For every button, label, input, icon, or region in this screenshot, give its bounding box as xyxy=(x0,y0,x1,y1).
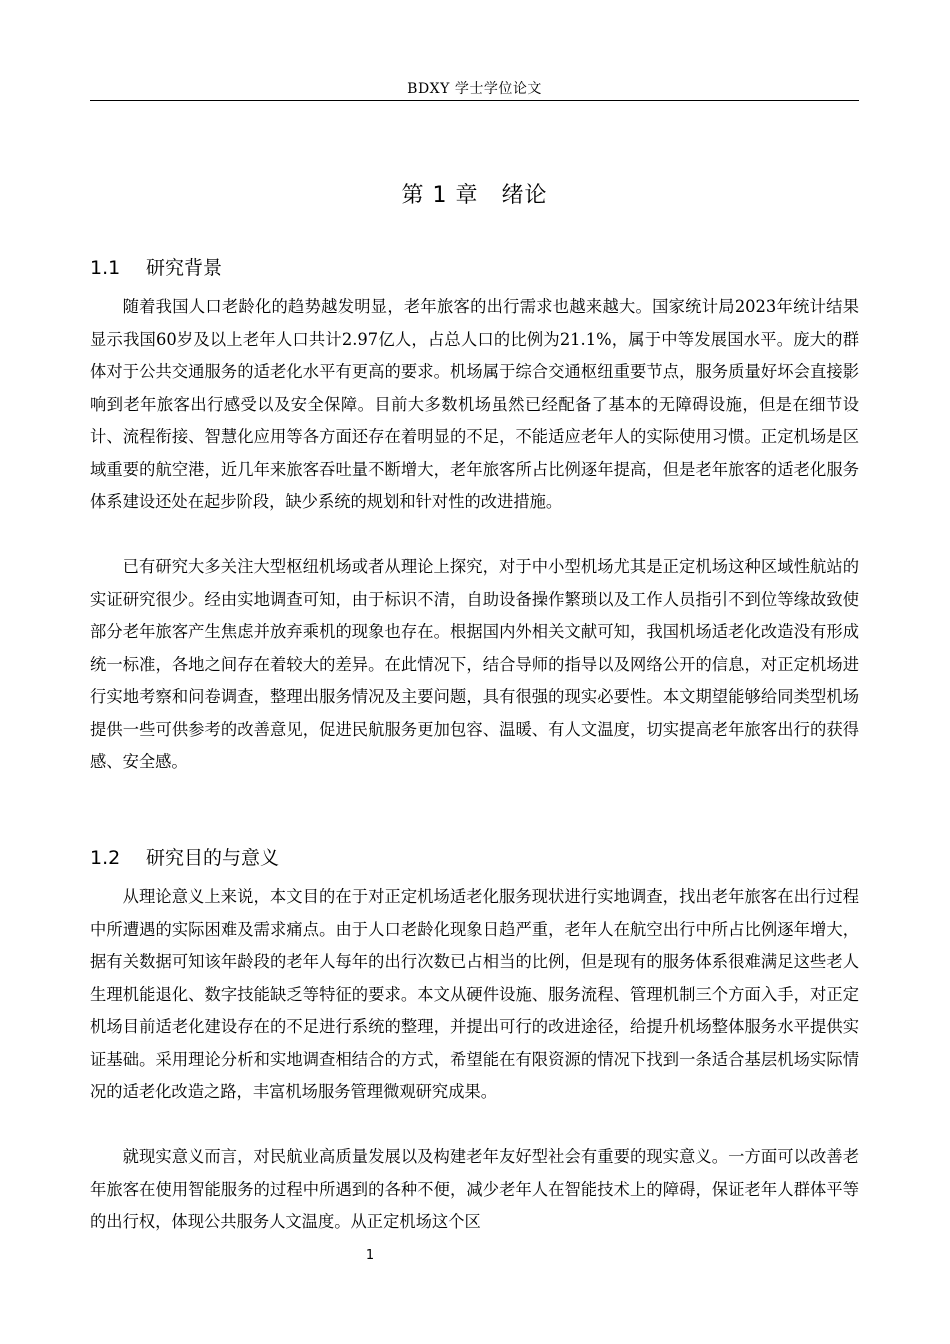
running-header: BDXY 学士学位论文 xyxy=(407,81,542,97)
section-title: 研究目的与意义 xyxy=(146,847,280,869)
body-paragraph: 随着我国人口老龄化的趋势越发明显，老年旅客的出行需求也越来越大。国家统计局2023年统计结果显示我国60岁及以上老年人口共计2.97亿人，占总人口的比例为21.1%，属于中等发展国水平。庞大的群体对于公共交通服务的适老化水平有更高的要求。机场属于综合交通枢纽重要节点，服务质量好坏会直接影响到老年旅客出行感受以及安全保障。目前大多数机场虽然已经配备了基本的无障碍设施，但是在细节设计、流程衔接、智慧化应用等各方面还存在着明显的不足，不能适应老年人的实际使用习惯。正定机场是区域重要的航空港，近几年来旅客吞吐量不断增大，老年旅客所占比例逐年提高，但是老年旅客的适老化服务体系建设还处在起步阶段，缺少系统的规划和针对性的改进措施。 xyxy=(90,297,859,511)
section-heading-1-2 xyxy=(90,843,859,870)
header-rule xyxy=(90,100,859,101)
body-paragraph: 已有研究大多关注大型枢纽机场或者从理论上探究，对于中小型机场尤其是正定机场这种区域性航站的实证研究很少。经由实地调查可知，由于标识不清，自助设备操作繁琐以及工作人员指引不到位等缘故致使部分老年旅客产生焦虑并放弃乘机的现象也存在。根据国内外相关文献可知，我国机场适老化改造没有形成统一标准，各地之间存在着较大的差异。在此情况下，结合导师的指导以及网络公开的信息，对正定机场进行实地考察和问卷调查，整理出服务情况及主要问题，具有很强的现实必要性。本文期望能够给同类型机场提供一些可供参考的改善意见，促进民航服务更加包容、温暖、有人文温度，切实提高老年旅客出行的获得感、安全感。 xyxy=(90,557,859,771)
chapter-title: 第 1 章 绪论 xyxy=(401,183,548,208)
body-paragraph: 从理论意义上来说，本文目的在于对正定机场适老化服务现状进行实地调查，找出老年旅客在出行过程中所遭遇的实际困难及需求痛点。由于人口老龄化现象日趋严重，老年人在航空出行中所占比例逐年增大，据有关数据可知该年龄段的老年人每年的出行次数已占相当的比例，但是现有的服务体系很难满足这些老人生理机能退化、数字技能缺乏等特征的要求。本文从硬件设施、服务流程、管理机制三个方面入手，对正定机场目前适老化建设存在的不足进行系统的整理，并提出可行的改进途径，给提升机场整体服务水平提供实证基础。采用理论分析和实地调查相结合的方式，希望能在有限资源的情况下找到一条适合基层机场实际情况的适老化改造之路，丰富机场服务管理微观研究成果。 xyxy=(90,887,859,1101)
section-number: 1.2 xyxy=(90,847,121,869)
body-paragraph: 就现实意义而言，对民航业高质量发展以及构建老年友好型社会有重要的现实意义。一方面可以改善老年旅客在使用智能服务的过程中所遇到的各种不便，减少老年人在智能技术上的障碍，保证老年人群体平等的出行权，体现公共服务人文温度。从正定机场这个区 xyxy=(90,1147,859,1231)
section-title: 研究背景 xyxy=(146,257,223,279)
section-heading-1-1 xyxy=(90,253,859,280)
page-number: 1 xyxy=(365,1248,375,1263)
section-number: 1.1 xyxy=(90,257,121,279)
